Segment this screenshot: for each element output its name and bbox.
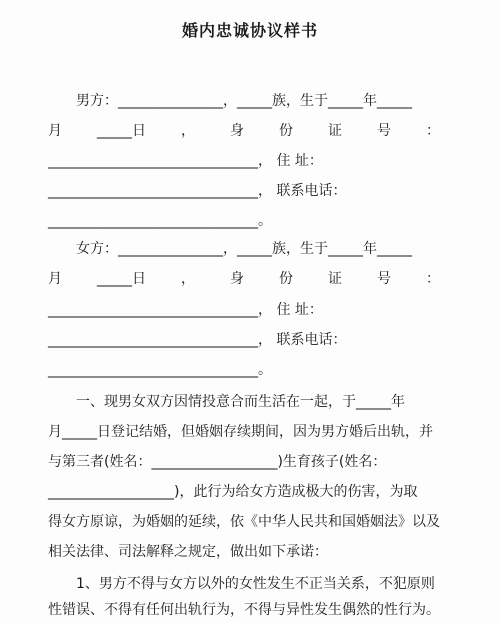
- female-comma: ，: [181, 271, 195, 287]
- female-day-label: _____日: [97, 271, 146, 287]
- female-id-colon: ：: [426, 271, 440, 287]
- male-month-label: 月: [48, 123, 62, 139]
- para1-line-5: 得女方原谅，为婚姻的延续，依《中华人民共和国婚姻法》以及: [48, 514, 440, 530]
- male-id-char-3: 证: [328, 123, 342, 139]
- male-id-char-2: 份: [279, 123, 293, 139]
- male-day-label: _____日: [97, 123, 146, 139]
- clause1-line-2: 性错误、不得有任何出轨行为，不得与异性发生偶然的性行为。: [48, 602, 440, 618]
- female-id-char-4: 号: [377, 271, 391, 287]
- male-phone-line: ______________________________。: [48, 213, 272, 229]
- female-id-address-line: ______________________________， 住 址：: [48, 302, 323, 318]
- para1-line-2: 月_____日登记结婚，但婚姻存续期间，因为男方婚后出轨，并: [48, 424, 433, 440]
- male-id-char-4: 号: [377, 123, 391, 139]
- male-address-phone-line: ______________________________， 联系电话：: [48, 183, 347, 199]
- para1-line-4: __________________)，此行为给女方造成极大的伤害，为取: [48, 484, 418, 500]
- female-id-char-3: 证: [328, 271, 342, 287]
- male-id-address-line: ______________________________， 住 址：: [48, 153, 323, 169]
- female-id-label-row: [48, 270, 440, 288]
- female-address-phone-line: ______________________________， 联系电话：: [48, 332, 347, 348]
- female-phone-line: ______________________________。: [48, 362, 272, 378]
- female-id-char-2: 份: [279, 271, 293, 287]
- para1-line-1: 一、现男女双方因情投意合而生活在一起，于_____年: [76, 394, 405, 410]
- male-id-colon: ：: [426, 123, 440, 139]
- para1-line-3: 与第三者(姓名：__________________)生育孩子(姓名：: [48, 454, 387, 470]
- clause1-line-1: 1、男方不得与女方以外的女性发生不正当关系，不犯原则: [76, 576, 435, 592]
- male-name-line: 男方：_______________，_____族，生于_____年_____: [76, 93, 412, 109]
- document-title: 婚内忠诚协议样书: [181, 21, 318, 40]
- male-comma: ，: [181, 123, 195, 139]
- para1-line-6: 相关法律、司法解释之规定，做出如下承诺：: [48, 544, 328, 560]
- male-id-label-row: [48, 122, 440, 140]
- female-id-char-1: 身: [230, 271, 244, 287]
- female-name-line: 女方：_______________，_____族，生于_____年_____: [76, 241, 412, 257]
- female-month-label: 月: [48, 271, 62, 287]
- male-id-char-1: 身: [230, 123, 244, 139]
